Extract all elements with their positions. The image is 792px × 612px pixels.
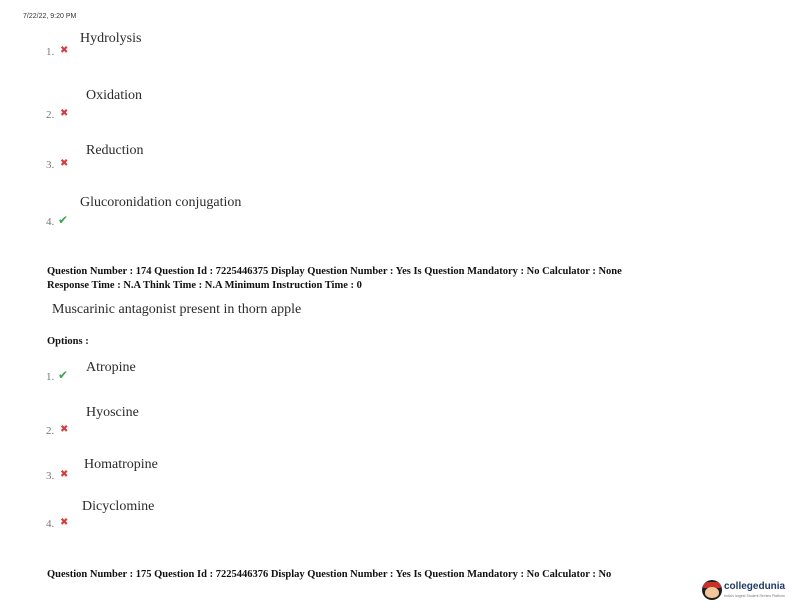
option-number: 4. xyxy=(46,518,55,530)
collegedunia-logo xyxy=(702,578,788,604)
option-number: 4. xyxy=(46,216,55,228)
question-meta-line: Question Number : 174 Question Id : 7225446375 Display Question Number : Yes Is Question Mandatory : No Calculator : None xyxy=(47,266,622,277)
question-text: Muscarinic antagonist present in thorn apple xyxy=(52,302,302,317)
option-text: Dicyclomine xyxy=(82,499,155,514)
mascot-icon xyxy=(702,580,722,600)
option-text: Hyoscine xyxy=(86,405,139,420)
option-number: 3. xyxy=(46,470,55,482)
option-text: Homatropine xyxy=(84,457,158,472)
options-label: Options : xyxy=(47,336,89,347)
cross-mark-icon: ✖ xyxy=(60,517,69,528)
question-meta-line: Question Number : 175 Question Id : 7225446376 Display Question Number : Yes Is Question Mandatory : No Calculator : No xyxy=(47,569,612,580)
option-text: Reduction xyxy=(86,143,144,158)
option-text: Oxidation xyxy=(86,88,142,103)
cross-mark-icon: ✖ xyxy=(60,158,69,169)
cross-mark-icon: ✖ xyxy=(60,469,69,480)
logo-tagline: India's largest Student Review Platform xyxy=(724,594,785,598)
option-number: 3. xyxy=(46,159,55,171)
check-mark-icon: ✔ xyxy=(58,213,69,227)
print-timestamp: 7/22/22, 9:20 PM xyxy=(23,13,77,20)
option-number: 2. xyxy=(46,109,55,121)
option-text: Atropine xyxy=(86,360,136,375)
cross-mark-icon: ✖ xyxy=(60,108,69,119)
option-text: Hydrolysis xyxy=(80,31,142,46)
check-mark-icon: ✔ xyxy=(58,368,69,382)
logo-name: collegedunia xyxy=(724,581,786,592)
option-number: 1. xyxy=(46,371,55,383)
question-meta-line: Response Time : N.A Think Time : N.A Minimum Instruction Time : 0 xyxy=(47,280,362,291)
cross-mark-icon: ✖ xyxy=(60,45,69,56)
cross-mark-icon: ✖ xyxy=(60,424,69,435)
option-number: 1. xyxy=(46,46,55,58)
option-number: 2. xyxy=(46,425,55,437)
option-text: Glucoronidation conjugation xyxy=(80,195,242,210)
